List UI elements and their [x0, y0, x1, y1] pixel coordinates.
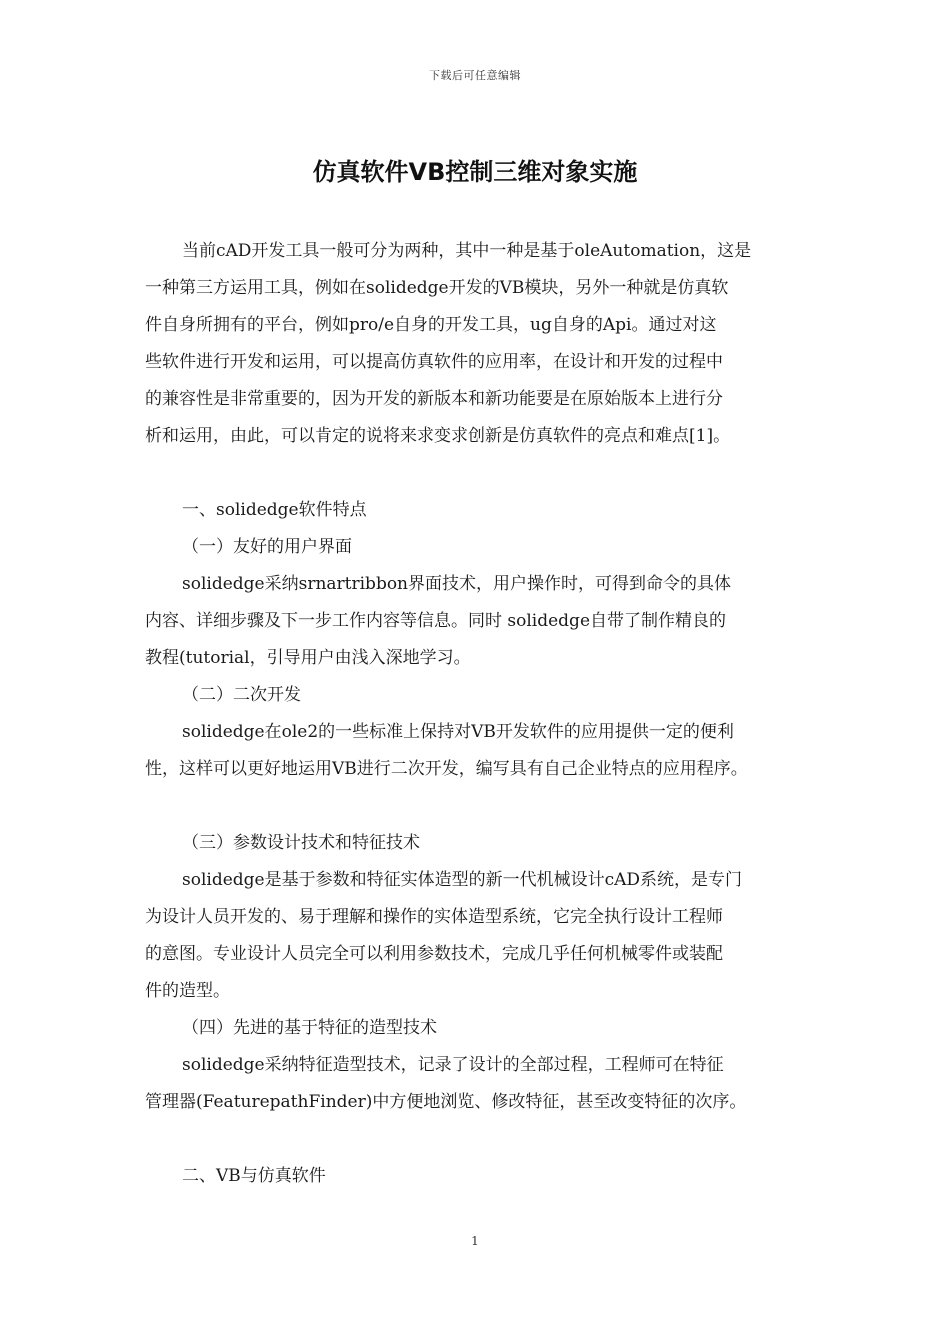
subsection-heading: （二）二次开发: [182, 685, 301, 705]
paragraph-line: solidedge采纳srnartribbon界面技术，用户操作时，可得到命令的具体: [182, 574, 732, 594]
subsection-paragraph: [145, 714, 807, 788]
paragraph-line: 件的造型。: [145, 981, 230, 1001]
spacer: [145, 1121, 807, 1158]
page-number: 1: [471, 1234, 479, 1248]
paragraph-line: 教程(tutorial，引导用户由浅入深地学习。: [145, 648, 471, 668]
spacer: [145, 788, 807, 825]
paragraph-line: 件自身所拥有的平台，例如pro/e自身的开发工具，ug自身的Api。通过对这: [145, 315, 717, 335]
document-title: 仿真软件VB控制三维对象实施: [312, 158, 638, 186]
paragraph-line: solidedge是基于参数和特征实体造型的新一代机械设计cAD系统，是专门: [182, 870, 743, 890]
spacer: [145, 455, 807, 492]
paragraph-line: 内容、详细步骤及下一步工作内容等信息。同时 solidedge自带了制作精良的: [145, 611, 727, 631]
paragraph-line: 些软件进行开发和运用，可以提高仿真软件的应用率，在设计和开发的过程中: [145, 352, 723, 372]
paragraph-line: 析和运用，由此，可以肯定的说将来求变求创新是仿真软件的亮点和难点[1]。: [145, 426, 731, 446]
subsection-heading: （三）参数设计技术和特征技术: [182, 833, 420, 853]
section-heading: 一、solidedge软件特点: [182, 500, 367, 520]
document-body: [145, 233, 807, 1195]
subsection-heading: （一）友好的用户界面: [182, 537, 352, 557]
paragraph-line: 当前cAD开发工具一般可分为两种，其中一种是基于oleAutomation，这是: [182, 241, 752, 261]
section-heading: 二、VB与仿真软件: [182, 1166, 326, 1186]
paragraph-line: 的意图。专业设计人员完全可以利用参数技术，完成几乎任何机械零件或装配: [145, 944, 723, 964]
paragraph-line: 为设计人员开发的、易于理解和操作的实体造型系统，它完全执行设计工程师: [145, 907, 723, 927]
header-note: 下载后可任意编辑: [429, 69, 521, 82]
paragraph-line: 性，这样可以更好地运用VB进行二次开发，编写具有自己企业特点的应用程序。: [145, 759, 748, 779]
paragraph-line: solidedge采纳特征造型技术，记录了设计的全部过程，工程师可在特征: [182, 1055, 724, 1075]
subsection-paragraph: [145, 566, 807, 677]
paragraph-line: 的兼容性是非常重要的，因为开发的新版本和新功能要是在原始版本上进行分: [145, 389, 723, 409]
subsection-heading: （四）先进的基于特征的造型技术: [182, 1018, 437, 1038]
paragraph-line: 一种第三方运用工具，例如在solidedge开发的VB模块，另外一种就是仿真软: [145, 278, 729, 298]
subsection-paragraph: [145, 862, 807, 1010]
paragraph-line: 管理器(FeaturepathFinder)中方便地浏览、修改特征，甚至改变特征的次序。: [145, 1092, 747, 1112]
paragraph-line: solidedge在ole2的一些标准上保持对VB开发软件的应用提供一定的便利: [182, 722, 734, 742]
subsection-paragraph: [145, 1047, 807, 1121]
intro-paragraph: [145, 233, 807, 455]
